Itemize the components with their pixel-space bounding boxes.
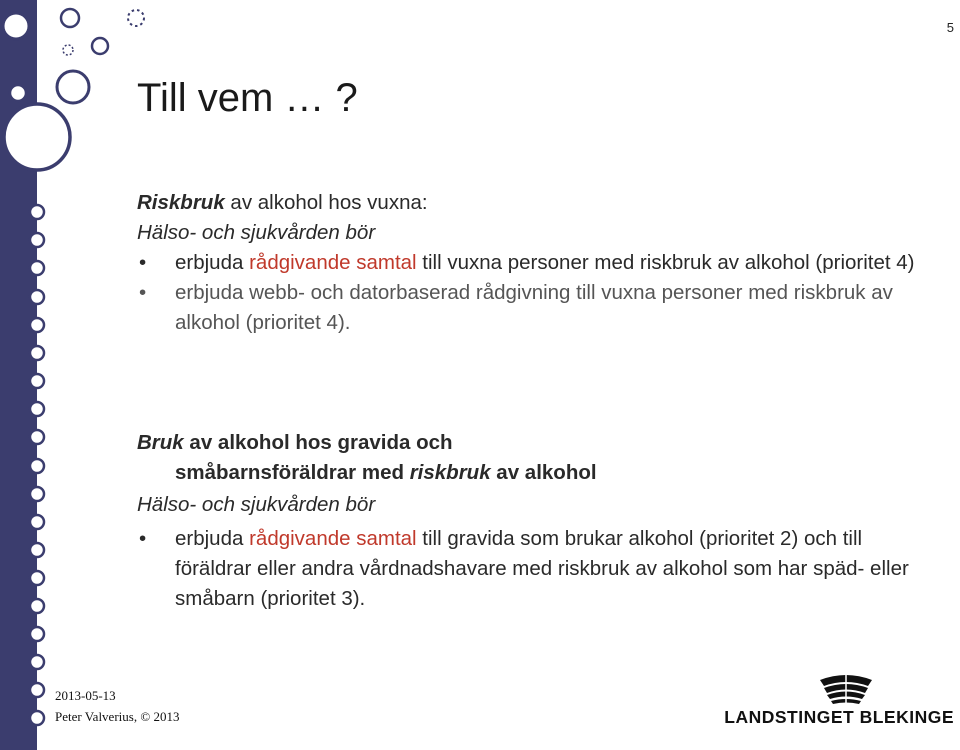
bullet-text: till vuxna personer med riskbruk av alkohol (prioritet 4) bbox=[416, 251, 915, 274]
sidebar-band bbox=[0, 0, 37, 750]
section-heading bbox=[137, 188, 927, 218]
section-subheading: Hälso- och sjukvården bör bbox=[137, 221, 376, 244]
heading-text: småbarnsföräldrar med bbox=[175, 461, 410, 484]
heading-emphasis: Riskbruk bbox=[137, 191, 225, 214]
list-item bbox=[137, 278, 927, 338]
footer-date: 2013-05-13 bbox=[55, 688, 116, 703]
heading-text: av alkohol hos vuxna: bbox=[224, 191, 428, 214]
list-item bbox=[137, 248, 927, 278]
bullet-list bbox=[137, 524, 927, 614]
list-item bbox=[137, 524, 927, 614]
page-number: 5 bbox=[946, 20, 954, 35]
logo-text: LANDSTINGET BLEKINGE bbox=[724, 707, 954, 727]
heading-emphasis: riskbruk bbox=[409, 461, 491, 484]
heading-text: av alkohol bbox=[490, 461, 597, 484]
bullet-text: till gravida som brukar alkohol (prioritet 2) och till föräldrar eller andra vårdnadshavare med riskbruk av alkohol som har späd- eller småbarn (prioritet 3). bbox=[175, 527, 909, 610]
section-heading-line2 bbox=[137, 458, 927, 488]
bullet-text: erbjuda bbox=[175, 251, 250, 274]
ship-emblem-icon bbox=[816, 672, 876, 706]
section-risk-adults bbox=[137, 188, 927, 338]
heading-emphasis: Bruk bbox=[137, 431, 184, 454]
bullet-list bbox=[137, 248, 927, 338]
slide-title: Till vem … ? bbox=[137, 76, 358, 120]
section-heading bbox=[137, 428, 927, 458]
footer-author: Peter Valverius, © 2013 bbox=[55, 709, 180, 724]
heading-text: av alkohol hos gravida och bbox=[183, 431, 453, 454]
section-pregnant-parents bbox=[137, 428, 927, 614]
bullet-text: erbjuda bbox=[175, 527, 250, 550]
section-subheading: Hälso- och sjukvården bör bbox=[137, 493, 376, 516]
highlight-text: rådgivande samtal bbox=[249, 527, 417, 550]
landstinget-logo bbox=[724, 672, 954, 732]
bullet-text: erbjuda webb- och datorbaserad rådgivning till vuxna personer med riskbruk av alkohol (prioritet 4). bbox=[175, 281, 893, 334]
highlight-text: rådgivande samtal bbox=[249, 251, 417, 274]
